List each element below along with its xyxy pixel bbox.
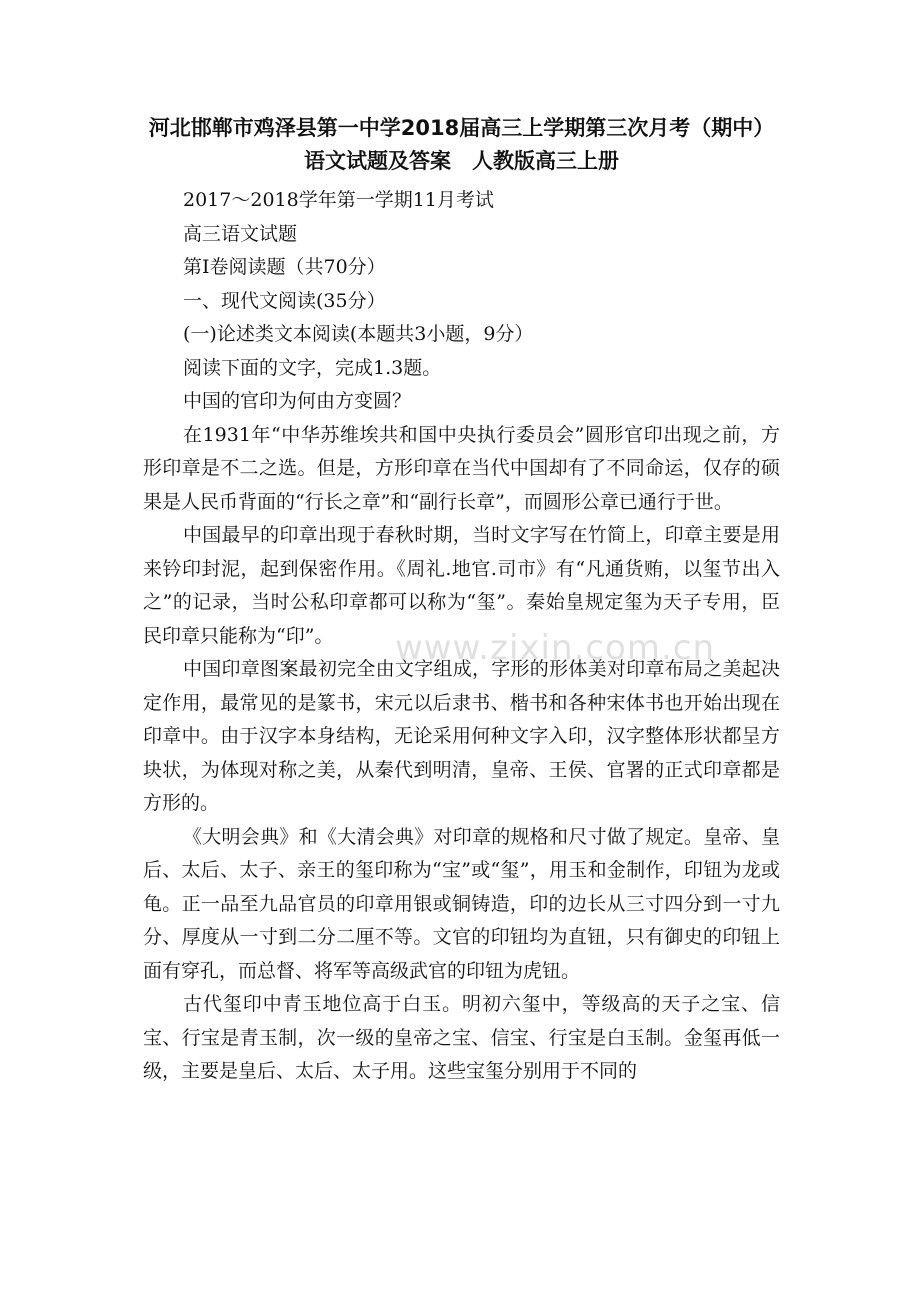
body-paragraph: 中国印章图案最初完全由文字组成，字形的形体美对印章布局之美起决定作用，最常见的是篆书，宋元以后隶书、楷书和各种宋体书也开始出现在印章中。由于汉字本身结构，无论采用何种文字入印，汉字整体形状都呈方块状，为体现对称之美，从秦代到明清，皇帝、王侯、官署的正式印章都是方形的。 (143, 658, 780, 814)
document-title: 河北邯郸市鸡泽县第一中学2018届高三上学期第三次月考（期中）语文试题及答案 人教版高三上册 (148, 116, 775, 173)
body-paragraph: 在1931年“中华苏维埃共和国中央执行委员会”圆形官印出现之前，方形印章是不二之选。但是，方形印章在当代中国却有了不同命运，仅存的硕果是人民币背面的“行长之章”和“副行长章”，而圆形公章已通行于世。 (143, 423, 780, 513)
article-title: 中国的官印为何由方变圆？ (183, 390, 412, 412)
body-paragraph: 古代玺印中青玉地位高于白玉。明初六玺中，等级高的天子之宝、信宝、行宝是青玉制，次一级的皇帝之宝、信宝、行宝是白玉制。金玺再低一级，主要是皇后、太后、太子用。这些宝玺分别用于不同的 (143, 993, 780, 1082)
exam-term-line: 2017～2018学年第一学期11月考试 (183, 189, 494, 211)
document-page (143, 112, 780, 1089)
site-watermark: www.zixin.com.cn (395, 628, 715, 668)
body-paragraph: 中国最早的印章出现于春秋时期，当时文字写在竹简上，印章主要是用来钤印封泥，起到保密作用。《周礼.地官.司市》有“凡通货贿，以玺节出入之”的记录，当时公私印章都可以称为“玺”。秦始皇规定玺为天子专用，臣民印章只能称为“印”。 (143, 524, 780, 647)
instruction-line: 阅读下面的文字，完成1.3题。 (183, 356, 442, 379)
part-heading: 一、现代文阅读(35分） (183, 289, 386, 312)
subpart-heading: (一)论述类文本阅读(本题共3小题，9分） (183, 323, 534, 345)
body-paragraph: 《大明会典》和《大清会典》对印章的规格和尺寸做了规定。皇帝、皇后、太后、太子、亲王的玺印称为“宝”或“玺”，用玉和金制作，印钮为龙或龟。正一品至九品官员的印章用银或铜铸造，印的边长从三寸四分到一寸九分、厚度从一寸到二分二厘不等。文官的印钮均为直钮，只有御史的印钮上面有穿孔，而总督、将军等高级武官的印钮为虎钮。 (143, 825, 780, 982)
exam-subject-line: 高三语文试题 (183, 222, 298, 245)
section-heading: 第Ⅰ卷阅读题（共70分） (183, 256, 386, 278)
